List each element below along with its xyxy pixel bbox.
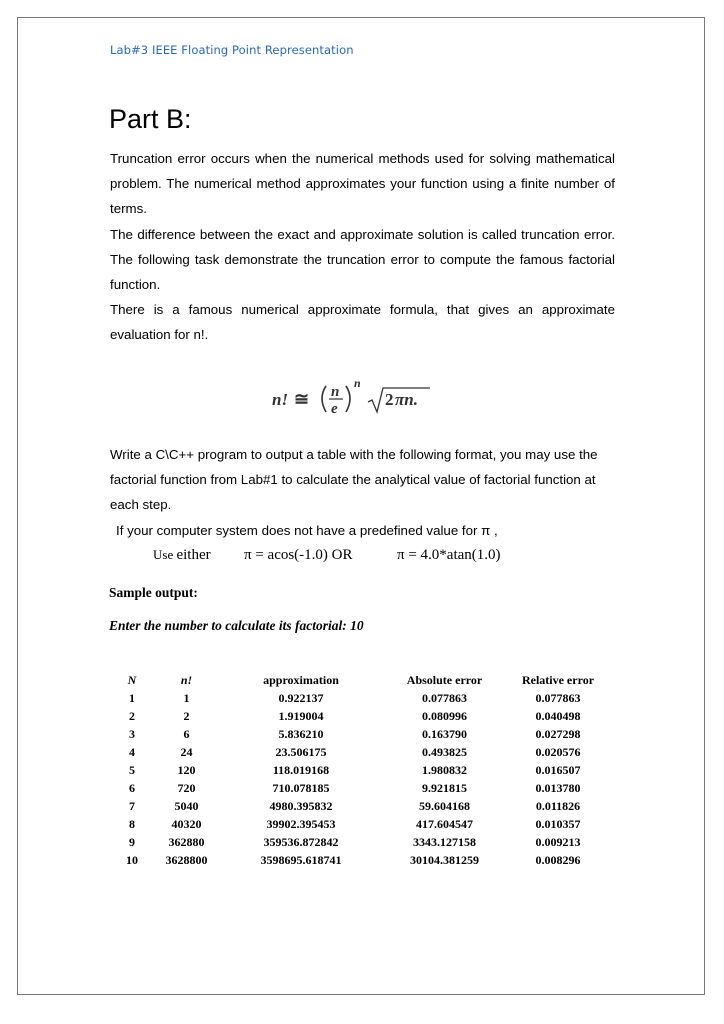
pi-hint-use: Use either xyxy=(153,547,211,563)
cell-absolute-error: 0.077863 xyxy=(422,690,467,705)
cell-relative-error: 0.027298 xyxy=(535,726,581,741)
table-body xyxy=(110,689,610,870)
cell-n: 10 xyxy=(126,853,138,868)
header-approximation: approximation xyxy=(263,672,339,687)
cell-absolute-error: 3343.127158 xyxy=(413,835,476,850)
cell-approximation: 5.836210 xyxy=(278,726,324,741)
cell-approximation: 3598695.618741 xyxy=(260,853,342,868)
stirling-formula-image xyxy=(270,372,470,424)
paragraph-formula-intro: There is a famous numerical approximate formula, that gives an approximate evaluation for n!. xyxy=(110,302,615,343)
cell-relative-error: 0.016507 xyxy=(535,763,581,778)
svg-text:2: 2 xyxy=(385,390,394,409)
cell-absolute-error: 30104.381259 xyxy=(410,853,479,868)
cell-relative-error: 0.009213 xyxy=(535,835,581,850)
intro-text xyxy=(110,146,615,348)
table-row xyxy=(110,852,610,870)
header-absolute-error: Absolute error xyxy=(406,672,483,687)
table-row xyxy=(110,707,610,725)
cell-n: 7 xyxy=(129,799,135,814)
cell-n: 1 xyxy=(129,690,135,705)
instruction-pi: If your computer system does not have a predefined value for π , xyxy=(116,522,498,538)
cell-absolute-error: 417.604547 xyxy=(416,817,473,832)
table-row xyxy=(110,834,610,852)
table-row xyxy=(110,761,610,779)
enter-prompt: Enter the number to calculate its factorial: 10 xyxy=(109,618,364,633)
cell-relative-error: 0.008296 xyxy=(535,853,581,868)
cell-n: 9 xyxy=(129,835,135,850)
cell-approximation: 710.078185 xyxy=(272,781,330,796)
pi-hint-either: either xyxy=(176,547,211,563)
cell-relative-error: 0.077863 xyxy=(535,690,581,705)
cell-factorial: 120 xyxy=(177,763,196,778)
svg-text:e: e xyxy=(331,401,338,417)
table-row xyxy=(110,798,610,816)
header-relative-error: Relative error xyxy=(521,672,595,687)
cell-relative-error: 0.010357 xyxy=(535,817,581,832)
cell-factorial: 1 xyxy=(183,690,190,705)
cell-absolute-error: 59.604168 xyxy=(419,799,470,814)
svg-text:n: n xyxy=(331,384,340,400)
svg-text:n: n xyxy=(354,376,361,390)
pi-hint-atan: π = 4.0*atan(1.0) xyxy=(397,547,501,563)
cell-n: 5 xyxy=(129,763,135,778)
page-header: Lab#3 IEEE Floating Point Representation xyxy=(110,43,354,57)
table-row xyxy=(110,780,610,798)
cell-factorial: 40320 xyxy=(171,817,202,832)
table-row xyxy=(110,725,610,743)
cell-absolute-error: 1.980832 xyxy=(422,763,467,778)
header-factorial: n! xyxy=(180,672,193,687)
pi-hint-acos: π = acos(-1.0) OR xyxy=(244,547,353,563)
cell-factorial: 6 xyxy=(183,726,190,741)
cell-n: 3 xyxy=(129,726,135,741)
cell-approximation: 1.919004 xyxy=(278,708,324,723)
cell-approximation: 4980.395832 xyxy=(269,799,333,814)
cell-approximation: 23.506175 xyxy=(275,744,327,759)
cell-n: 8 xyxy=(129,817,135,832)
cell-relative-error: 0.011826 xyxy=(535,799,581,814)
sample-output-label: Sample output: xyxy=(109,585,198,600)
header-n: N xyxy=(127,672,137,687)
paragraph-difference: The difference between the exact and approximate solution is called truncation error. The following task demonstrate the truncation error to compute the famous factorial function. xyxy=(110,226,615,293)
cell-relative-error: 0.040498 xyxy=(535,708,581,723)
table-header-row xyxy=(110,671,610,689)
results-table xyxy=(110,671,610,870)
cell-factorial: 720 xyxy=(177,781,196,796)
cell-approximation: 359536.872842 xyxy=(263,835,339,850)
cell-n: 4 xyxy=(129,744,135,759)
cell-factorial: 24 xyxy=(180,744,193,759)
cell-factorial: 5040 xyxy=(174,799,199,814)
cell-n: 2 xyxy=(129,708,135,723)
table-row xyxy=(110,743,610,761)
svg-text:≅: ≅ xyxy=(294,389,310,409)
cell-approximation: 0.922137 xyxy=(278,690,324,705)
cell-n: 6 xyxy=(129,781,135,796)
cell-absolute-error: 0.080996 xyxy=(422,708,467,723)
cell-factorial: 3628800 xyxy=(165,853,208,868)
cell-factorial: 2 xyxy=(183,708,190,723)
cell-approximation: 39902.395453 xyxy=(266,817,336,832)
paragraph-truncation: Truncation error occurs when the numerical methods used for solving mathematical problem. The numerical method approximates your function using a finite number of terms. xyxy=(110,151,615,217)
table-row xyxy=(110,816,610,834)
cell-relative-error: 0.020576 xyxy=(535,744,581,759)
cell-approximation: 118.019168 xyxy=(272,763,330,778)
cell-factorial: 362880 xyxy=(168,835,205,850)
cell-absolute-error: 0.493825 xyxy=(422,744,467,759)
part-title: Part B: xyxy=(109,104,192,134)
instructions-text xyxy=(110,442,615,543)
svg-text:n!: n! xyxy=(272,390,289,409)
cell-absolute-error: 9.921815 xyxy=(422,781,467,796)
cell-relative-error: 0.013780 xyxy=(535,781,581,796)
cell-absolute-error: 0.163790 xyxy=(422,726,467,741)
instruction-write-program: Write a C\C++ program to output a table with the following format, you may use the factorial function from Lab#1 to calculate the analytical value of factorial function at each step. xyxy=(110,447,598,513)
svg-text:πn.: πn. xyxy=(395,390,418,409)
table-row xyxy=(110,689,610,707)
